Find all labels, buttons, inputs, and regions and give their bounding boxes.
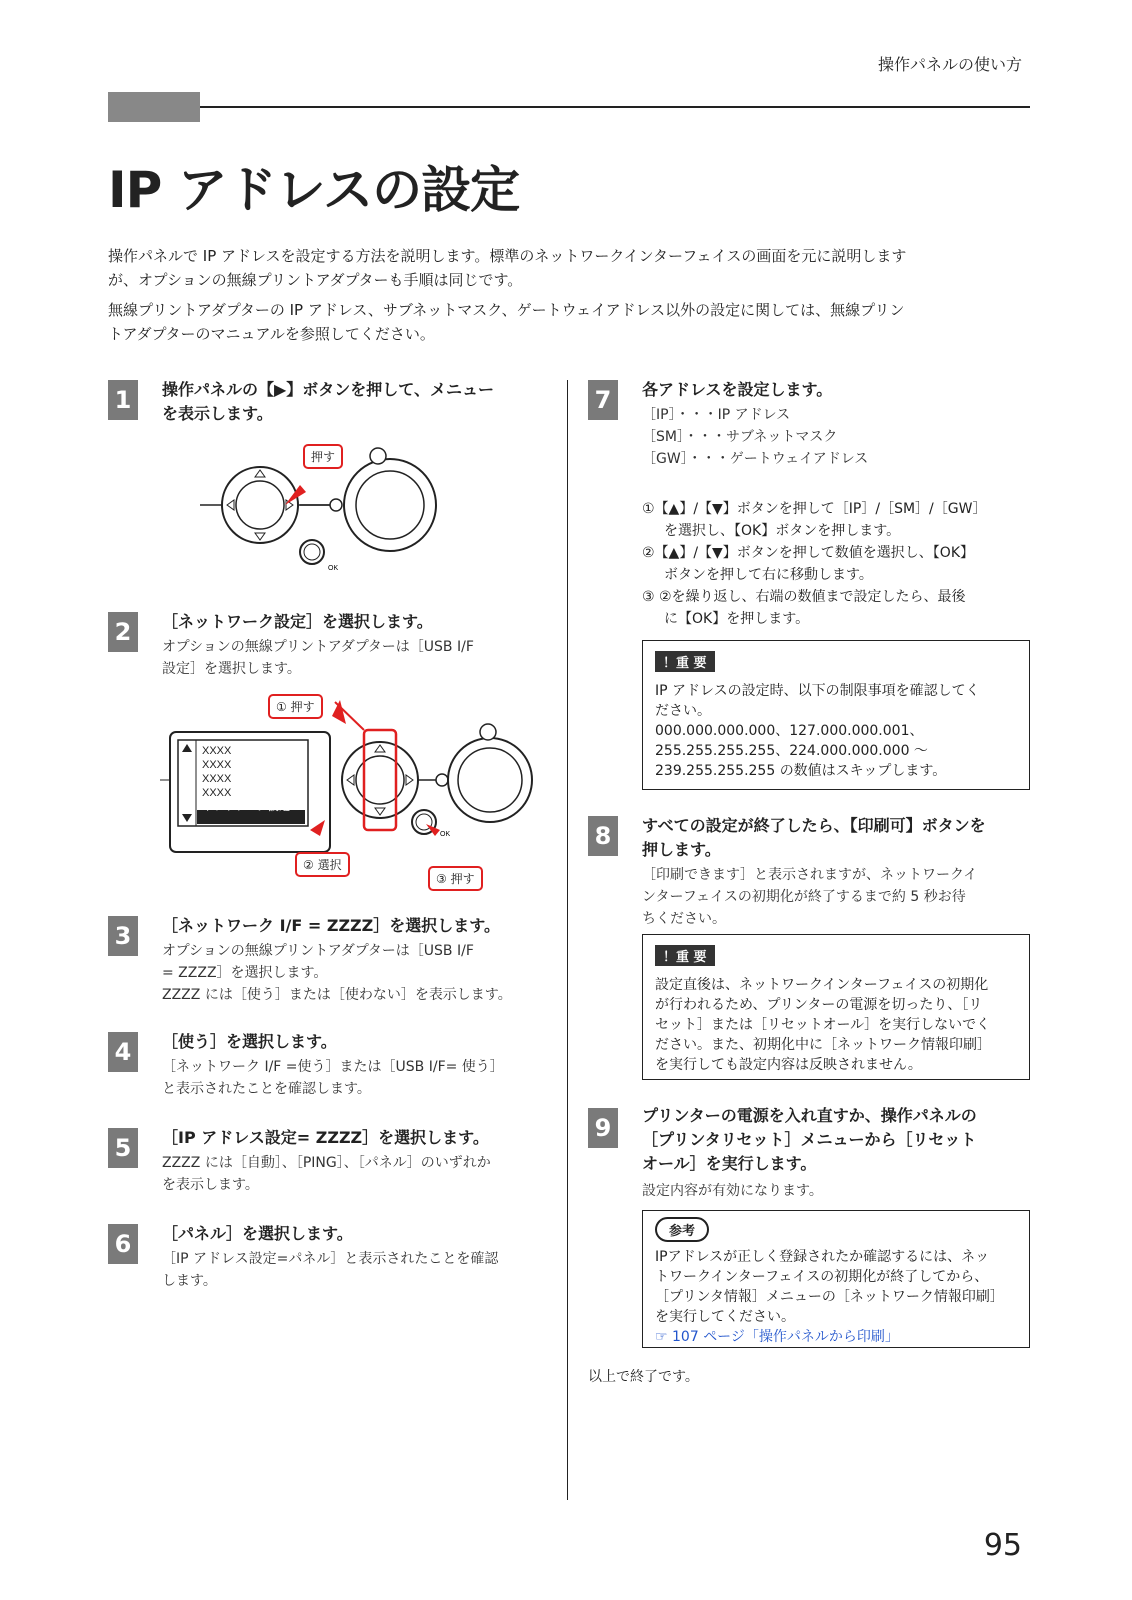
- intro-line: トアダプターのマニュアルを参照してください。: [108, 325, 435, 343]
- step-body-line: ZZZZ には［自動］、［PING］、［パネル］のいずれか: [162, 1155, 491, 1171]
- important-text: [655, 681, 1021, 781]
- important-line: セット］または［リセットオール］を実行しないでく: [655, 1017, 991, 1033]
- step-body-line: ンターフェイスの初期化が終了するまで約 5 秒お待: [642, 889, 966, 905]
- important-line: ださい。: [655, 703, 711, 719]
- menu-item: XXXX: [202, 759, 232, 771]
- page-number: 95: [983, 1528, 1022, 1563]
- step-body-line: ZZZZ には［使う］または［使わない］を表示します。: [162, 987, 512, 1003]
- step-3-title: ［ネットワーク I/F = ZZZZ］を選択します。: [162, 916, 500, 935]
- substep-line: ①【▲】/【▼】ボタンを押して［IP］/［SM］/［GW］: [642, 501, 987, 517]
- step-body-line: 設定］を選択します。: [162, 661, 301, 677]
- address-item: ［SM］・・・サブネットマスク: [642, 429, 838, 445]
- step-title-line: ［プリンタリセット］メニューから［リセット: [642, 1130, 977, 1149]
- reference-line: を実行してください。: [655, 1309, 795, 1325]
- important-line: 255.255.255.255、224.000.000.000 ～: [655, 743, 928, 759]
- step-8-body: [642, 864, 1032, 930]
- step-9-body: 設定内容が有効になります。: [642, 1183, 823, 1199]
- step-number: 5: [108, 1128, 138, 1168]
- step-title-line: プリンターの電源を入れ直すか、操作パネルの: [642, 1106, 977, 1125]
- step-5-title: ［IP アドレス設定= ZZZZ］を選択します。: [162, 1128, 489, 1147]
- step-body-line: = ZZZZ］を選択します。: [162, 965, 328, 981]
- ok-label: OK: [328, 565, 339, 572]
- step-9-title: [642, 1104, 1032, 1176]
- ok-label: OK: [440, 831, 451, 838]
- step-body-line: オプションの無線プリントアダプターは［USB I/F: [162, 639, 474, 655]
- reference-link[interactable]: [655, 1327, 1021, 1347]
- menu-item: XXXX: [202, 787, 232, 799]
- step-4-title: ［使う］を選択します。: [162, 1032, 337, 1051]
- step-2-title: ［ネットワーク設定］を選択します。: [162, 612, 433, 631]
- page-title: IP アドレスの設定: [108, 161, 520, 219]
- step-number: 7: [588, 380, 618, 420]
- header-bar: [108, 92, 200, 122]
- intro-paragraph-1: [108, 244, 1028, 292]
- step-7-substeps: [642, 498, 1032, 630]
- intro-paragraph-2: [108, 298, 1028, 346]
- running-header: 操作パネルの使い方: [877, 55, 1022, 74]
- menu-item: XXXX: [202, 773, 232, 785]
- important-line: を実行しても設定内容は反映されません。: [655, 1057, 922, 1073]
- column-divider: [567, 380, 568, 1500]
- menu-item: XXXX: [202, 745, 232, 757]
- reference-line: ［プリンタ情報］メニューの［ネットワーク情報印刷］: [655, 1289, 1004, 1305]
- step-number: 2: [108, 612, 138, 652]
- step-5-body: [162, 1152, 552, 1196]
- step-number: 6: [108, 1224, 138, 1264]
- step-3-body: [162, 940, 552, 1006]
- important-line: が行われるため、プリンターの電源を切ったり、［リ: [655, 997, 983, 1013]
- substep-line: を選択し、【OK】ボタンを押します。: [664, 523, 901, 539]
- substep-line: ボタンを押して右に移動します。: [664, 567, 873, 583]
- reference-line: IPアドレスが正しく登録されたか確認するには、ネッ: [655, 1249, 990, 1265]
- important-line: ださい。また、初期化中に［ネットワーク情報印刷］: [655, 1037, 991, 1053]
- step-title-line: オール］を実行します。: [642, 1154, 817, 1173]
- step-body-line: します。: [162, 1273, 217, 1289]
- step-7-title: 各アドレスを設定します。: [642, 380, 833, 399]
- important-badge: ！重 要: [655, 651, 715, 672]
- important-badge: ！重 要: [655, 945, 715, 966]
- reference-badge: 参考: [655, 1217, 709, 1242]
- step-body-line: ［ネットワーク I/F =使う］または［USB I/F= 使う］: [162, 1059, 504, 1075]
- step-body-line: ちください。: [642, 911, 726, 927]
- step-6-body: [162, 1248, 552, 1292]
- intro-line: 操作パネルで IP アドレスを設定する方法を説明します。標準のネットワークインターフェイスの画面を元に説明します: [108, 247, 907, 265]
- step-body-line: を表示します。: [162, 1177, 259, 1193]
- step-title-line: 押します。: [642, 840, 721, 859]
- step-2-body: [162, 636, 552, 680]
- step-number: 9: [588, 1108, 618, 1148]
- important-text: [655, 975, 1021, 1075]
- step-1-title: [162, 378, 552, 426]
- step-7-items: [642, 404, 1032, 470]
- step-title-line: を表示します。: [162, 404, 273, 423]
- step-title-line: 操作パネルの【▶】ボタンを押して、メニュー: [162, 380, 494, 399]
- important-line: 設定直後は、ネットワークインターフェイスの初期化: [655, 977, 989, 993]
- step-title-line: すべての設定が終了したら、【印刷可】ボタンを: [642, 816, 986, 835]
- step-body-line: と表示されたことを確認します。: [162, 1081, 371, 1097]
- reference-link-text[interactable]: 107 ページ「操作パネルから印刷」: [672, 1329, 899, 1345]
- step-body-line: ［IP アドレス設定=パネル］と表示されたことを確認: [162, 1251, 499, 1267]
- step-6-title: ［パネル］を選択します。: [162, 1224, 353, 1243]
- important-box-1: [642, 640, 1030, 790]
- step-number: 4: [108, 1032, 138, 1072]
- press-callout: 押す: [303, 444, 343, 469]
- intro-line: 無線プリントアダプターの IP アドレス、サブネットマスク、ゲートウェイアドレス以外の設定に関しては、無線プリン: [108, 301, 905, 319]
- step-number: 3: [108, 916, 138, 956]
- step-8-title: [642, 814, 1032, 862]
- reference-line: トワークインターフェイスの初期化が終了してから、: [655, 1269, 989, 1285]
- press-callout: ③ 押す: [428, 866, 483, 891]
- important-line: 000.000.000.000、127.000.000.001、: [655, 723, 924, 739]
- step-number: 1: [108, 380, 138, 420]
- address-item: ［GW］・・・ゲートウェイアドレス: [642, 451, 869, 467]
- step-body-line: オプションの無線プリントアダプターは［USB I/F: [162, 943, 474, 959]
- step-body-line: ［印刷できます］と表示されますが、ネットワークイ: [642, 867, 978, 883]
- substep-line: ②【▲】/【▼】ボタンを押して数値を選択し、【OK】: [642, 545, 974, 561]
- select-callout: ② 選択: [295, 852, 350, 877]
- step-4-body: [162, 1056, 552, 1100]
- header-rule: [200, 106, 1030, 108]
- address-item: ［IP］・・・IP アドレス: [642, 407, 791, 423]
- important-line: 239.255.255.255 の数値はスキップします。: [655, 763, 947, 779]
- reference-text: [655, 1247, 1021, 1347]
- reference-box: [642, 1210, 1030, 1348]
- lcd-menu: [202, 744, 290, 814]
- substep-line: に【OK】を押します。: [664, 611, 810, 627]
- menu-item-selected: ネットワーク設定: [202, 801, 290, 813]
- intro-line: が、オプションの無線プリントアダプターも手順は同じです。: [108, 271, 523, 289]
- important-box-2: [642, 934, 1030, 1080]
- press-callout: ① 押す: [268, 694, 323, 719]
- step-number: 8: [588, 816, 618, 856]
- closing-text: 以上で終了です。: [588, 1369, 699, 1385]
- substep-line: ③ ②を繰り返し、右端の数値まで設定したら、最後: [642, 589, 966, 605]
- pointing-hand-icon: ☞: [655, 1329, 673, 1345]
- important-line: IP アドレスの設定時、以下の制限事項を確認してく: [655, 683, 980, 699]
